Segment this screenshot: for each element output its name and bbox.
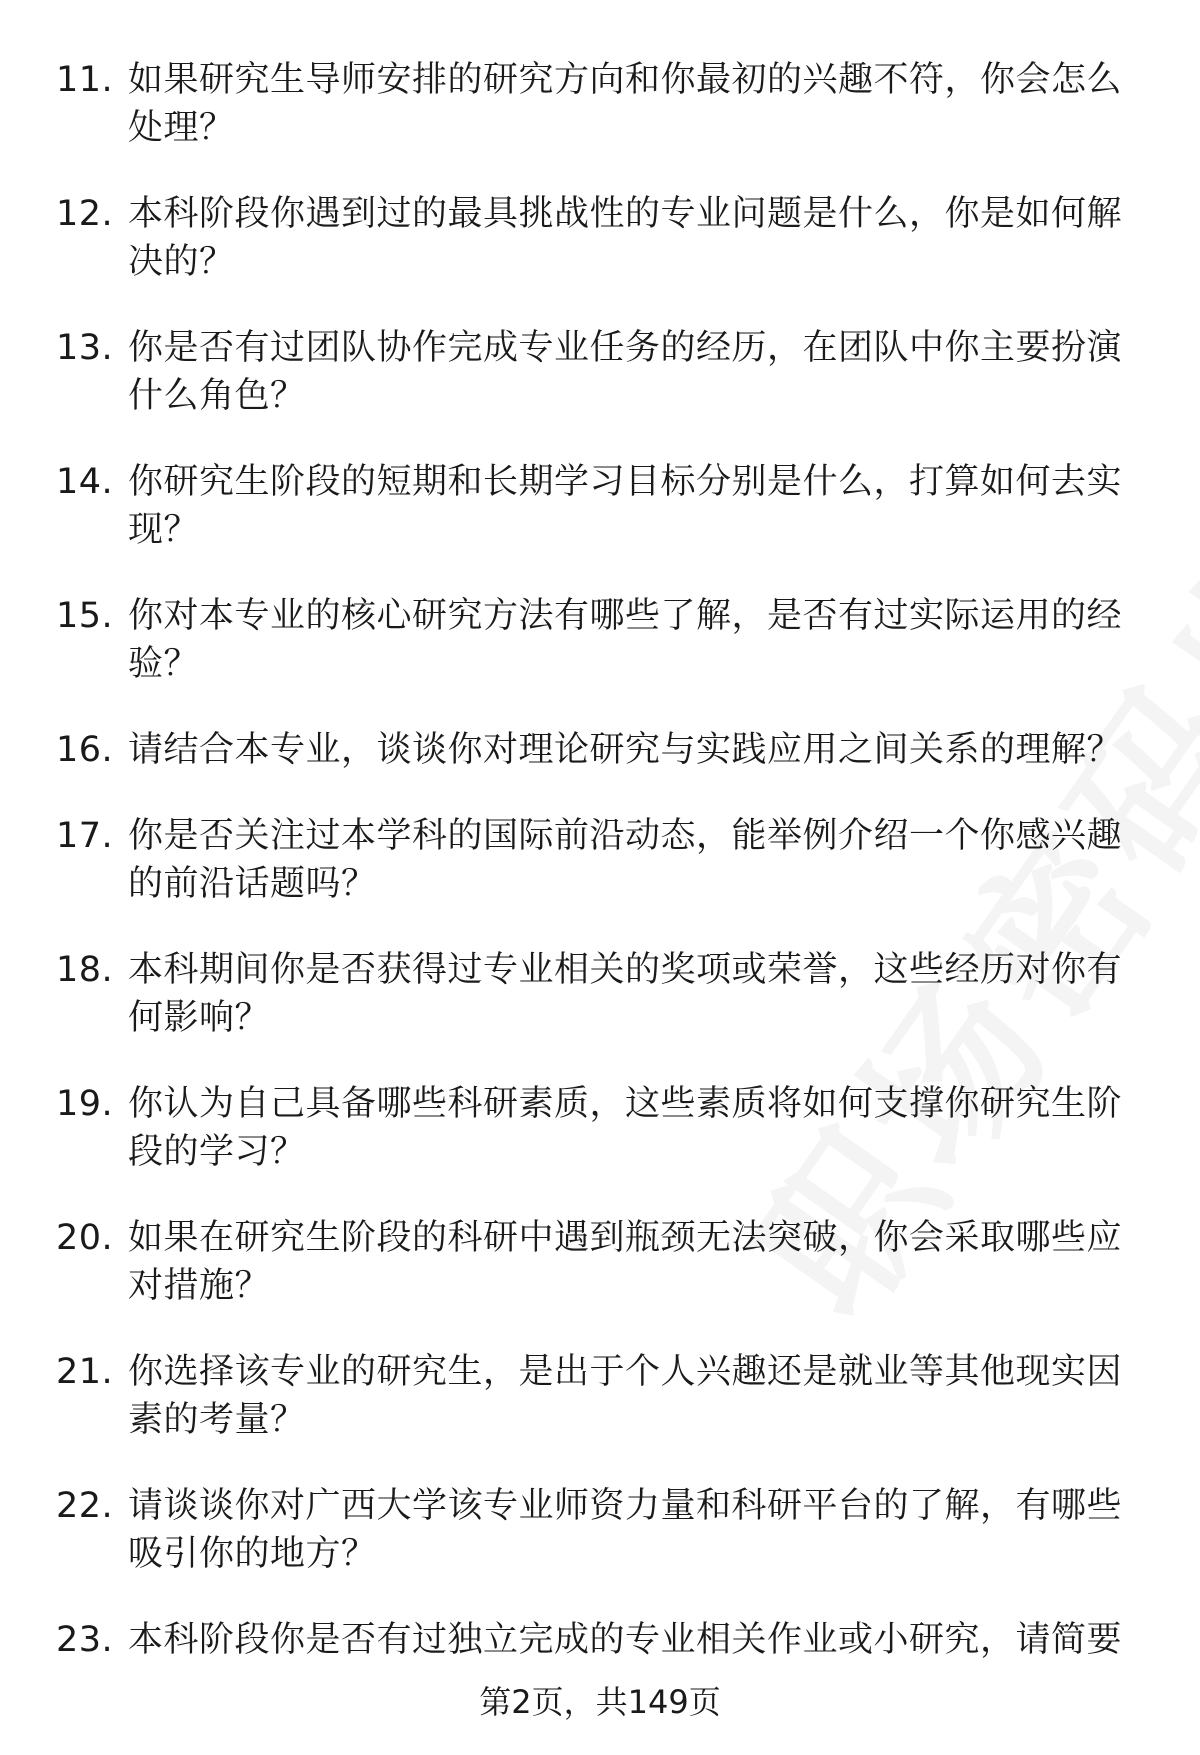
- question-number: 22.: [56, 1486, 114, 1526]
- page-number-label: 第2页，共149页: [479, 1683, 721, 1721]
- list-item: [56, 1482, 1146, 1578]
- list-item: [56, 1348, 1146, 1444]
- question-number: 20.: [56, 1218, 114, 1258]
- question-text: 本科期间你是否获得过专业相关的奖项或荣誉，这些经历对你有何影响？: [128, 950, 1123, 1038]
- list-item: [56, 592, 1146, 688]
- list-item: [56, 324, 1146, 420]
- question-text: 你对本专业的核心研究方法有哪些了解，是否有过实际运用的经验？: [128, 596, 1123, 684]
- question-number: 15.: [56, 596, 114, 636]
- question-number: 23.: [56, 1620, 114, 1660]
- list-item: [56, 812, 1146, 908]
- list-item: [56, 1214, 1146, 1310]
- question-number: 13.: [56, 328, 114, 368]
- question-list: [56, 56, 1146, 1702]
- question-number: 11.: [56, 60, 114, 100]
- question-text: 如果研究生导师安排的研究方向和你最初的兴趣不符，你会怎么处理？: [128, 60, 1123, 148]
- list-item: [56, 458, 1146, 554]
- question-number: 18.: [56, 950, 114, 990]
- question-number: 19.: [56, 1084, 114, 1124]
- question-text: 你认为自己具备哪些科研素质，这些素质将如何支撑你研究生阶段的学习？: [128, 1084, 1123, 1172]
- question-text: 本科阶段你遇到过的最具挑战性的专业问题是什么，你是如何解决的？: [128, 194, 1123, 282]
- page-footer: [0, 1682, 1200, 1722]
- list-item: [56, 946, 1146, 1042]
- question-number: 16.: [56, 730, 114, 770]
- question-text: 你研究生阶段的短期和长期学习目标分别是什么，打算如何去实现？: [128, 462, 1123, 550]
- list-item: [56, 726, 1146, 774]
- list-item: [56, 1616, 1146, 1664]
- question-text: 如果在研究生阶段的科研中遇到瓶颈无法突破，你会采取哪些应对措施？: [128, 1218, 1123, 1306]
- question-text: 请结合本专业，谈谈你对理论研究与实践应用之间关系的理解？: [128, 730, 1123, 770]
- list-item: [56, 56, 1146, 152]
- question-text: 你是否关注过本学科的国际前沿动态，能举例介绍一个你感兴趣的前沿话题吗？: [128, 816, 1123, 904]
- question-text: 请谈谈你对广西大学该专业师资力量和科研平台的了解，有哪些吸引你的地方？: [128, 1486, 1123, 1574]
- question-text: 本科阶段你是否有过独立完成的专业相关作业或小研究，请简要: [128, 1620, 1123, 1660]
- question-text: 你是否有过团队协作完成专业任务的经历，在团队中你主要扮演什么角色？: [128, 328, 1123, 416]
- list-item: [56, 190, 1146, 286]
- question-number: 14.: [56, 462, 114, 502]
- question-number: 17.: [56, 816, 114, 856]
- question-number: 12.: [56, 194, 114, 234]
- question-number: 21.: [56, 1352, 114, 1392]
- list-item: [56, 1080, 1146, 1176]
- question-text: 你选择该专业的研究生，是出于个人兴趣还是就业等其他现实因素的考量？: [128, 1352, 1123, 1440]
